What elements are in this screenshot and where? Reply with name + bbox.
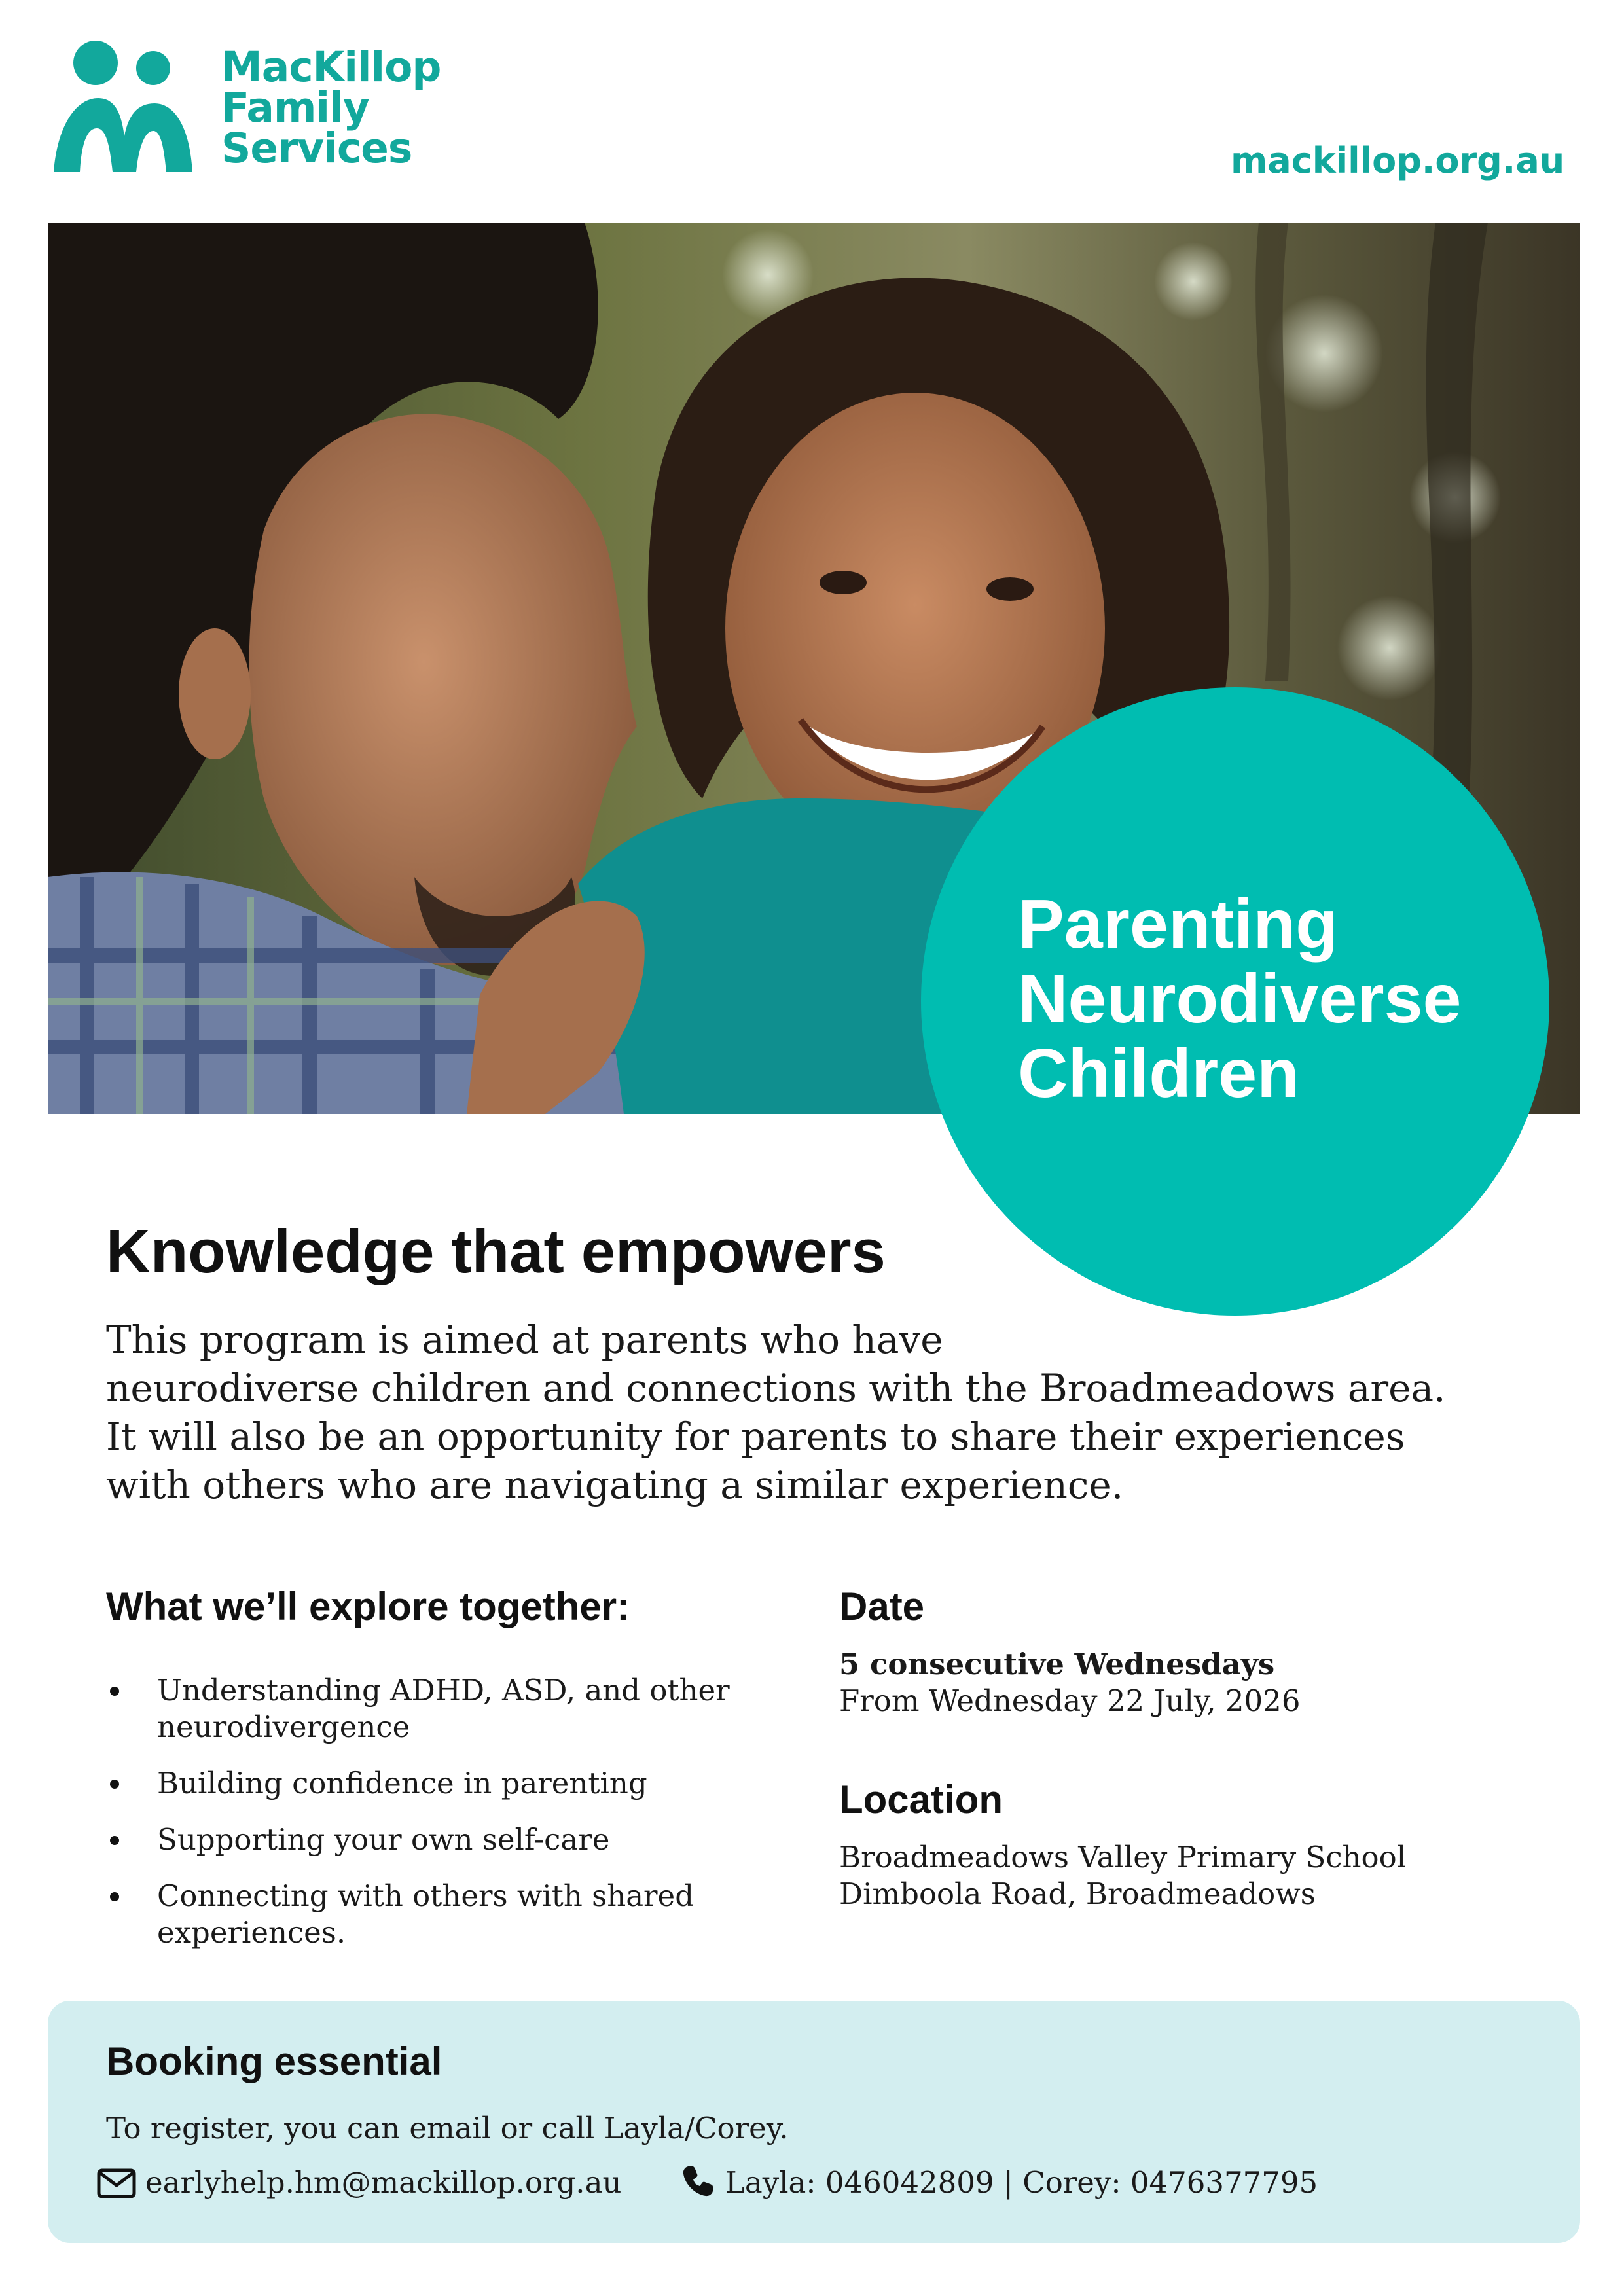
location-address: Dimboola Road, Broadmeadows: [839, 1876, 1316, 1911]
booking-instructions: To register, you can email or call Layla/Corey.: [106, 2111, 789, 2145]
program-title-line-2: Neurodiverse: [1018, 960, 1462, 1037]
bullet-icon: [110, 1780, 119, 1789]
program-title-line-1: Parenting: [1018, 886, 1338, 963]
headline: Knowledge that empowers: [106, 1217, 886, 1285]
explore-list: [106, 1672, 793, 1971]
list-item-text: Understanding ADHD, ASD, and other neurodivergence: [157, 1673, 730, 1744]
email-link[interactable]: earlyhelp.hm@mackillop.org.au: [145, 2165, 622, 2200]
list-item-text: Connecting with others with shared experiences.: [157, 1878, 694, 1950]
list-item: [106, 1765, 793, 1802]
list-item: [106, 1821, 793, 1858]
list-item: [106, 1672, 793, 1746]
list-item: [106, 1878, 793, 1951]
booking-heading: Booking essential: [106, 2039, 442, 2083]
email-icon: [97, 2168, 136, 2198]
program-title-line-3: Children: [1018, 1035, 1299, 1112]
bullet-icon: [110, 1892, 119, 1901]
date-heading: Date: [839, 1585, 925, 1628]
logo-wordmark: [221, 43, 496, 172]
phone-icon: [681, 2164, 715, 2198]
date-schedule: 5 consecutive Wednesdays: [839, 1647, 1275, 1681]
list-item-text: Supporting your own self-care: [157, 1822, 610, 1857]
logo-icon: [51, 38, 195, 175]
intro-line-1: This program is aimed at parents who have: [106, 1318, 943, 1362]
phone-numbers[interactable]: Layla: 046042809 | Corey: 0476377795: [725, 2165, 1318, 2200]
bullet-icon: [110, 1836, 119, 1845]
intro-paragraph: [106, 1316, 1513, 1509]
bullet-icon: [110, 1687, 119, 1696]
intro-line-2: neurodiverse children and connections with the Broadmeadows area.: [106, 1366, 1446, 1410]
location-heading: Location: [839, 1778, 1003, 1821]
intro-line-3: It will also be an opportunity for parents to share their experiences: [106, 1414, 1405, 1459]
website-link[interactable]: mackillop.org.au: [1231, 140, 1565, 181]
logo-line-3: Services: [221, 124, 412, 172]
date-start: From Wednesday 22 July, 2026: [839, 1683, 1301, 1718]
program-title: [1018, 887, 1462, 1111]
explore-heading: What we’ll explore together:: [106, 1585, 630, 1628]
intro-line-4: with others who are navigating a similar experience.: [106, 1463, 1124, 1507]
list-item-text: Building confidence in parenting: [157, 1766, 647, 1801]
location-venue: Broadmeadows Valley Primary School: [839, 1840, 1407, 1874]
logo-line-2: Family: [221, 84, 369, 132]
logo-line-1: MacKillop: [221, 43, 441, 91]
